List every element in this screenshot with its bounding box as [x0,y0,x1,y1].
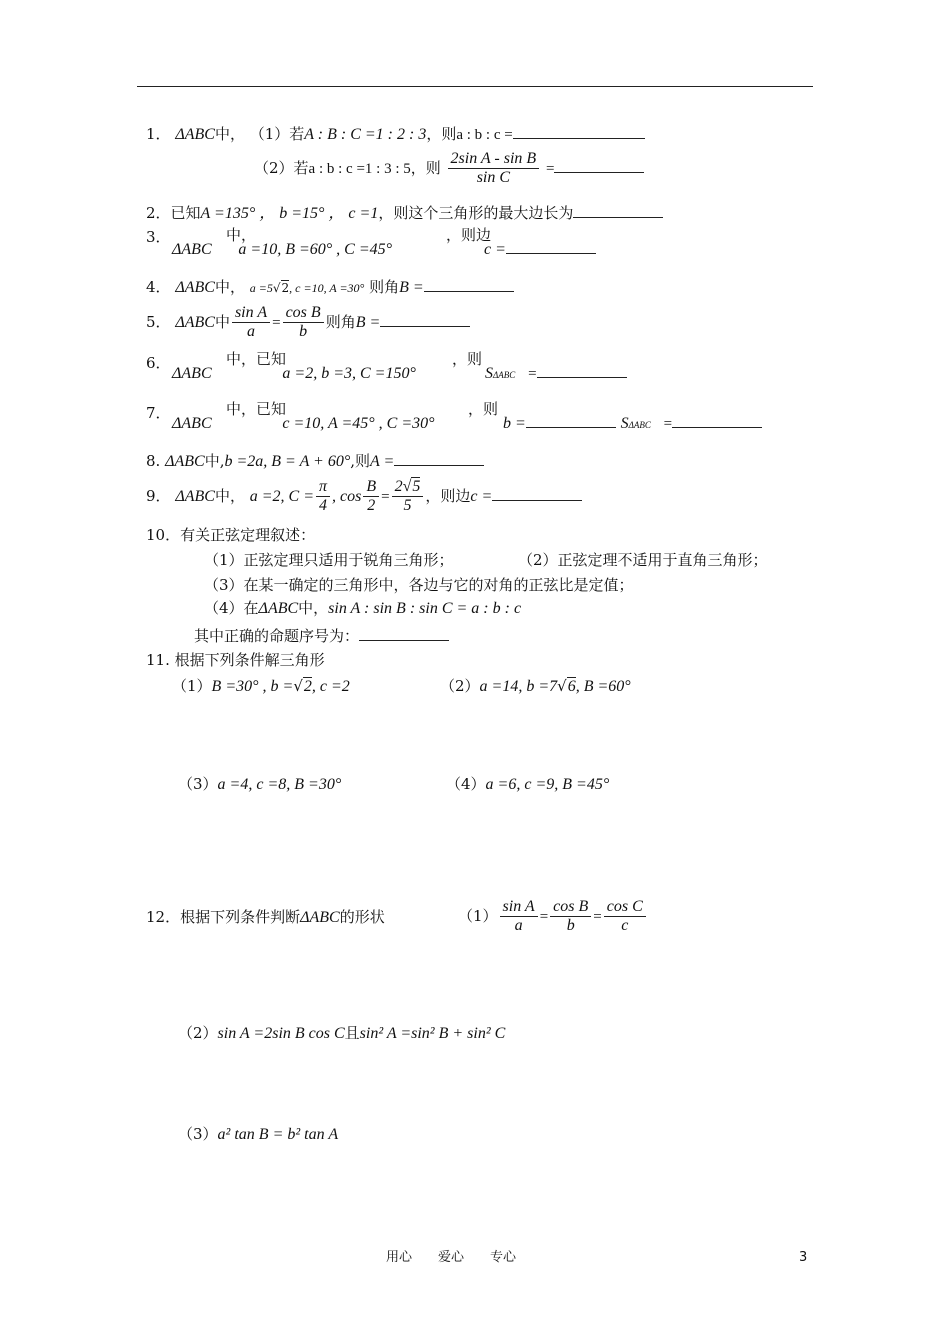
q5-frac2 [283,304,324,342]
q1-fraction [448,150,540,188]
q1-ask: a : b : c = [456,127,513,143]
q2-answer-blank[interactable] [573,203,663,218]
q4-number: 4． [146,278,171,296]
q12-eq2: = [593,908,602,925]
question-8 [146,451,484,472]
q5-number: 5． [146,312,171,331]
q9-cos: , cos [332,487,362,505]
q12-frac1 [500,898,538,936]
q7-eq: = [663,416,673,432]
q12-c1 [458,898,648,936]
q12-f3-den: c [621,917,629,935]
q3-answer [484,240,596,260]
q11-c3-label: （3） [178,775,218,793]
question-7 [172,414,435,434]
q4-zhong: 中， [214,278,245,296]
q3-ze: ，则边 [446,226,492,244]
q5-zhong: 中 [214,312,230,331]
q2-text: 2．已知 [146,204,201,222]
q7-ask2: S [620,415,629,432]
q7-b-blank[interactable] [526,419,616,428]
q8-ze: ,则 [350,452,371,470]
q10-title-text: 10．有关正弦定理叙述： [146,526,316,544]
q11-c1: （1）B =30° , b =√2, c =2 [172,677,350,695]
q5-ze: 则角 [325,312,356,331]
q9-number: 9． [146,486,171,505]
q5-f2-den: b [299,323,308,341]
q11-c2-expr-a: a =14, b =7 [479,678,558,695]
q3-answer-blank[interactable] [506,245,596,254]
q6-expr: a =2, b =3, C =150° [282,365,416,382]
q1-zhong: 中， [214,125,245,143]
q9-frac1 [316,478,330,516]
q10-s4b: 中， [298,599,329,617]
q10-answer-blank[interactable] [359,626,449,641]
q12-f2-num: cos B [550,898,591,917]
q1-ratio: A : B : C =1 : 2 : 3 [304,126,427,143]
question-1-line1 [146,124,645,145]
footer-slogan-text: 用心 爱心 专心 [386,1250,517,1265]
q9-frac3: $\frac{2√5}{5}$ [392,478,424,516]
header-rule [137,86,813,87]
question-4: 4． ΔABC中， a =5√2, c =10, A =30° 则角B = [146,277,514,298]
question-6 [172,364,416,384]
q2-tail: ，则这个三角形的最大边长为 [378,204,574,222]
q11-c3-expr: a =4, c =8, B =30° [217,776,342,793]
q12-c2-expr-a: sin A =2sin B cos C [217,1025,345,1042]
q12-f1-num: sin A [500,898,538,917]
q10-s4-triangle: ΔABC [258,600,299,617]
q1-ze2: ，则 [410,158,441,177]
q12-c1-label: （1） [458,906,498,925]
q5-frac1 [232,304,270,342]
q6-answer [485,364,627,384]
q5-answer-blank[interactable] [380,312,470,327]
q12-triangle: ΔABC [300,909,340,926]
q7-number: 7． [146,404,171,422]
q7-expr: c =10, A =45° , C =30° [282,415,435,432]
q10-s4a: （4）在 [204,599,259,617]
q9-f1-num: π [316,478,330,497]
q8-triangle: ΔABC [165,453,205,470]
q11-c2-sqrt: 6 [567,678,576,695]
q6-ze-line [452,350,482,369]
q6-triangle: ΔABC [172,365,212,382]
q12-title-b: 的形状 [339,908,385,926]
q12-f2-den: b [566,917,575,935]
q7-zhong: 中，已知 [226,400,287,418]
question-2 [146,203,663,224]
q11-c3 [178,775,341,795]
q12-title-a: 12．根据下列条件判断 [146,908,301,926]
q11-title-text: 11. 根据下列条件解三角形 [146,651,325,669]
q12-c2-qie: 且 [344,1024,360,1042]
q4-sqrt: 2 [281,281,290,295]
q10-s3 [204,576,634,595]
q1-ze: ，则 [426,125,457,143]
q4-answer-blank[interactable] [424,277,514,292]
q9-f2-num: B [363,478,379,497]
q9-triangle: ΔABC [175,487,215,505]
q8-zhong: 中, [204,452,225,470]
q7-ask1: b = [503,415,526,432]
q12-f3-num: cos C [604,898,646,917]
q9-answer-blank[interactable] [492,486,582,501]
q2-expr: A =135° ， b =15° ， c =1 [200,205,379,222]
q9-f3-sqrt: 5 [412,478,421,495]
q4-ask: B = [399,279,424,296]
q3-number-line [146,228,171,247]
footer-slogan [386,1250,516,1266]
q8-ask: A = [370,453,395,470]
q12-frac2 [550,898,591,936]
question-9 [146,478,582,516]
q1-triangle: ΔABC [175,126,215,143]
q8-answer-blank[interactable] [394,451,484,466]
q10-s1 [204,551,454,570]
question-5 [146,304,470,342]
q10-s2 [518,551,768,570]
q7-s-blank[interactable] [672,419,762,428]
q7-ze-line [468,400,498,419]
q5-f1-den: a [247,323,256,341]
q10-s3-text: （3）在某一确定的三角形中，各边与它的对角的正弦比是定值； [204,576,634,594]
page-number-text: 3 [799,1250,808,1265]
q11-c2-label: （2） [440,677,480,695]
q10-title [146,526,315,545]
q6-ze: ，则 [452,350,483,368]
q7-answer [503,414,762,434]
q9-zhong: 中， [214,486,245,505]
q1-frac-num: 2sin A - sin B [448,150,540,169]
q11-c1-expr-b: , c =2 [311,678,350,695]
q1-part2-blank[interactable] [554,158,644,173]
q10-s4-expr: sin A : sin B : sin C = a : b : c [328,600,522,617]
q1-eq: = [545,160,555,177]
q4-expr-a: a =5 [249,281,273,295]
q11-title [146,651,325,670]
q1-part1-label: （1）若 [249,125,305,143]
q11-c1-label: （1） [172,677,212,695]
q1-frac-den: sin C [476,169,511,187]
q3-triangle: ΔABC [172,241,212,258]
q6-eq: = [528,366,537,382]
q10-s1-text: （1）正弦定理只适用于锐角三角形； [204,551,454,569]
q11-c2-expr-b: , B =60° [575,678,631,695]
q11-c4-label: （4） [446,775,486,793]
q11-c4-expr: a =6, c =9, B =45° [485,776,610,793]
q10-s2-text: （2）正弦定理不适用于直角三角形； [518,551,768,569]
q6-zhong: 中，已知 [226,350,287,368]
q12-c3 [178,1125,338,1145]
q12-c2 [178,1024,505,1044]
q10-s4 [204,599,521,619]
q6-answer-blank[interactable] [537,369,627,378]
q12-f1-den: a [514,917,523,935]
q11-c2: （2）a =14, b =7√6, B =60° [440,677,631,695]
q12-title [146,908,385,928]
q6-number: 6． [146,354,171,372]
q1-part2-label: （2）若 [254,158,309,177]
q6-number-line [146,354,171,373]
q4-ze: 则角 [369,278,400,296]
q10-ans-label: 其中正确的命题序号为： [194,627,360,645]
q11-c4 [446,775,609,795]
question-1-line2 [254,150,644,188]
q3-number: 3． [146,228,171,246]
q7-sub: ΔABC [628,420,651,430]
q1-ratio2: a : b : c =1 : 3 : 5 [308,160,411,177]
q1-answer-blank[interactable] [513,124,645,139]
q7-number-line [146,404,171,423]
q12-c2-label: （2） [178,1024,218,1042]
q4-expr-b: , c =10, A =30° [289,281,365,295]
q7-ze: ，则 [468,400,499,418]
q5-ask: B = [355,313,381,331]
q5-triangle: ΔABC [175,313,215,331]
q11-c1-sqrt: 2 [303,678,312,695]
q12-c2-expr-b: sin² A =sin² B + sin² C [359,1025,506,1042]
q9-f2-den: 2 [367,497,376,515]
page-number [799,1250,807,1266]
q12-c3-label: （3） [178,1125,218,1143]
q5-eq: = [272,314,281,331]
q9-frac2 [363,478,379,516]
q4-triangle: ΔABC [175,279,215,296]
q12-eq1: = [539,908,549,925]
q11-c1-expr-a: B =30° , b = [211,678,294,695]
q9-ze: ，则边 [425,486,471,505]
q9-expr: a =2, C = [249,487,314,505]
question-3 [172,240,392,260]
q7-triangle: ΔABC [172,415,212,432]
q9-ask: c = [470,487,493,505]
q5-f2-num: cos B [283,304,324,323]
q12-frac3 [604,898,646,936]
q8-expr: b =2a, B = A + 60° [224,453,351,470]
q9-f3-coef: 2 [394,478,403,495]
q12-c3-expr: a² tan B = b² tan A [217,1126,339,1143]
q8-number: 8. [146,452,161,470]
q3-ask: c = [484,241,506,258]
q9-eq: = [381,488,390,505]
q1-number: 1． [146,125,171,143]
q3-expr: a =10, B =60° , C =45° [238,241,393,258]
q9-f3-den: 5 [403,497,412,515]
q5-f1-num: sin A [232,304,270,323]
q9-f1-den: 4 [319,497,327,515]
q10-answer [194,626,449,646]
q6-ask: S [485,365,493,382]
q3-zhong: 中， [226,226,257,244]
q6-sub: ΔABC [493,370,516,380]
